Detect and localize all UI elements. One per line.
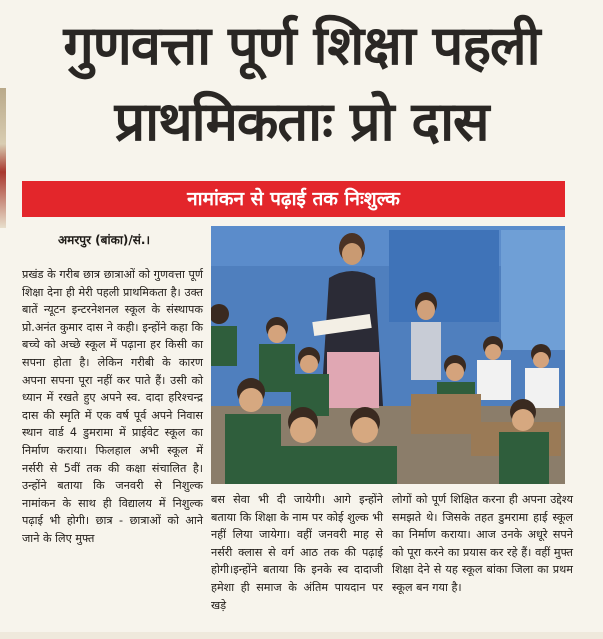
column-3-text: लोगों को पूर्ण शिक्षित करना ही अपना उद्देश्य समझते थे। जिसके तहत डुमरामा हाई स्कूल का निर्माण कराया। आज उनके अधूरे सपने को पूरा करने का प्रयास कर रहे हैं। वहीं मुफ्त शिक्षा देने से यह स्कूल बांका जिला का प्रथम स्कूल बन गया है। (392, 493, 573, 594)
student-standing (411, 292, 441, 380)
headline-line-2: प्राथमिकताः प्रो दास (114, 90, 489, 153)
column-1-text: प्रखंड के गरीब छात्र छात्राओं को गुणवत्ता पूर्ण शिक्षा देना ही मेरी पहली प्राथमिकता है। उक्त बातें न्यूटन इन्टरनेशनल स्कूल के संस्थापक प्रो.अनंत कुमार दास ने कही। इन्होंने कहा कि बच्चे को अच्छे स्कूल में पढ़ाना हर किसी का सपना होता है। लेकिन गरीबी के कारण अपना सपना पूरा नहीं कर पाते हैं। उसी को ध्यान में रखते हुए अपने स्व. दादा हरिश्चन्द्र दास की स्मृति में एक वर्ष पूर्व अपने निवास स्थान वार्ड 4 डुमरामा में प्राईवेट स्कूल का निर्माण कराया। फिलहाल अभी स्कूल में नर्सरी से 5वीं तक की कक्षा संचालित है। उन्होंने बताया कि जनवरी से निशुल्क नामांकन के साथ ही विद्यालय में निशुल्क पढ़ाई भी होगी। छात्र - छात्राओं को आने जाने के लिए मुफ्त (22, 268, 203, 545)
article-column-2 (211, 491, 383, 614)
dateline: अमरपुर (बांका)/सं.। (58, 233, 151, 247)
classroom-photo (211, 226, 565, 484)
article-column-1 (22, 266, 203, 548)
subheadline-banner: नामांकन से पढ़ाई तक निःशुल्क (22, 181, 565, 217)
article-column-3 (392, 491, 573, 597)
clipping-bottom-edge (0, 632, 603, 639)
column-2-text: बस सेवा भी दी जायेगी। आगे इन्होंने बताया कि शिक्षा के नाम पर कोई शुल्क भी नहीं लिया जायेगा। वहीं जनवरी माह से नर्सरी क्लास से वर्ग आठ तक की पढ़ाई होगी।इन्होंने बताया कि इनके स्व दादाजी हमेशा ही समाज के अंतिम पायदान पर खड़े (211, 493, 383, 612)
classroom-photo-icon (211, 226, 565, 484)
headline-line-1: गुणवत्ता पूर्ण शिक्षा पहली (63, 14, 540, 77)
